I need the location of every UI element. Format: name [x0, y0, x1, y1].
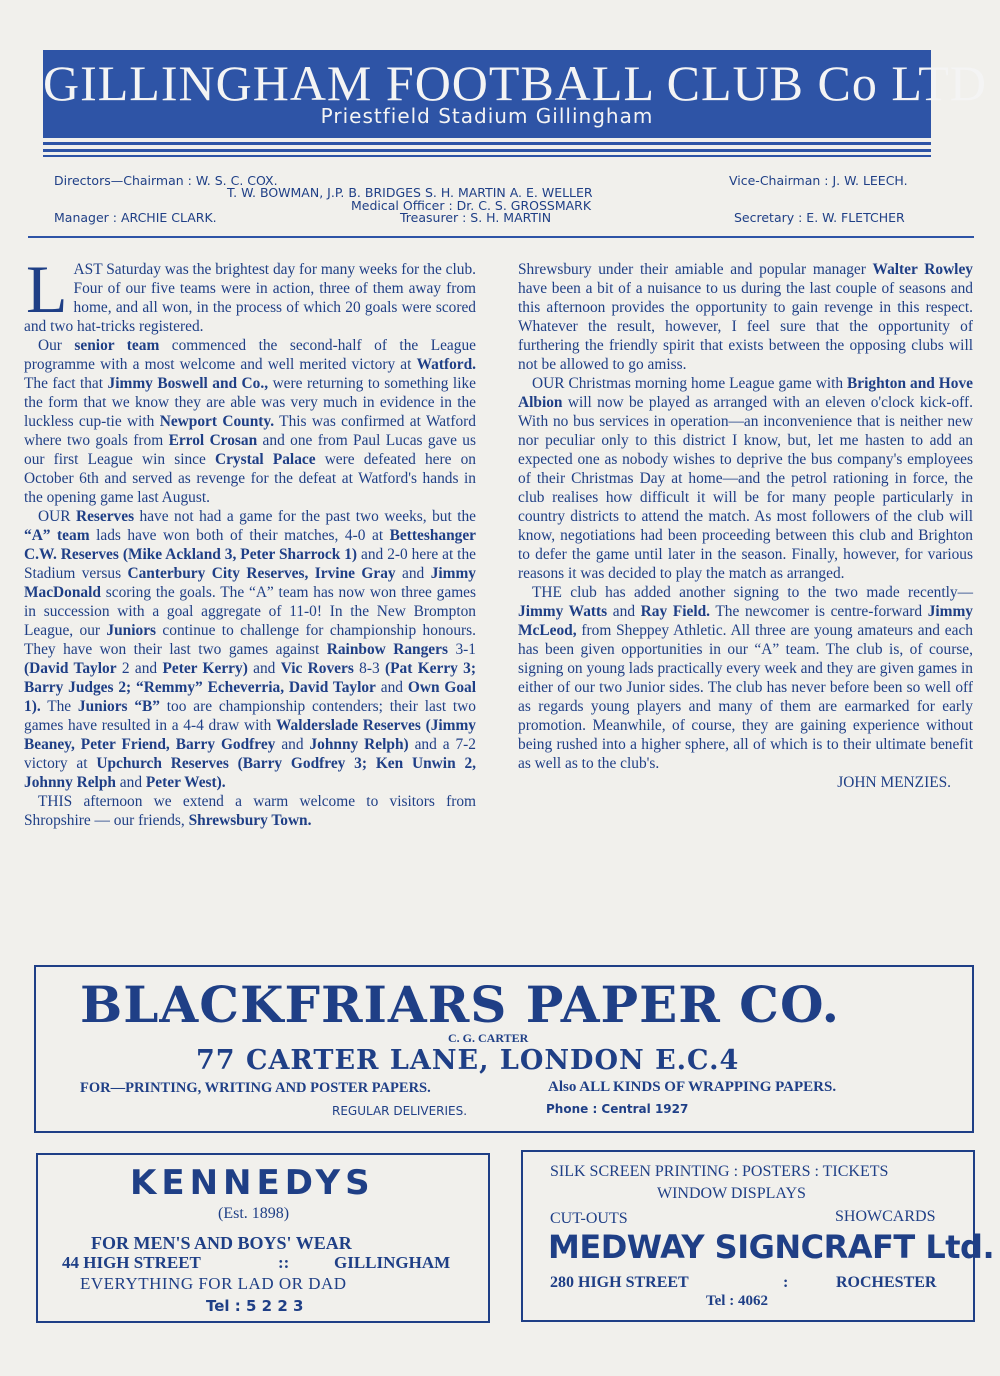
- text-run: 2 and: [116, 660, 163, 677]
- text-run: were defeated here on October 6th and served as revenge for the defeat at Watford's hands in the opening game last August.: [24, 451, 476, 506]
- article-paragraph: [518, 583, 973, 792]
- vice-chairman: Vice-Chairman : J. W. LEECH.: [729, 173, 908, 188]
- text-run: from Sheppey Athletic. All three are young amateurs and each has been given opportunities in our “A” team. The club is, of course, signing on young lads practically every week and they are given games in either of our two Junior sides. The club has never before been so well off as regards young players and many of them are earmarked for early promotion. Meanwhile, of course, they are gaining experience without being rushed into a higher sphere, all of which is to their ultimate benefit as well as to the club's.: [518, 622, 973, 772]
- text-run: Our: [38, 337, 75, 354]
- article-paragraph: [24, 507, 476, 792]
- article-paragraph: [518, 374, 973, 583]
- medical-officer: Medical Officer : Dr. C. S. GROSSMARK: [351, 198, 592, 213]
- text-run: THIS afternoon we extend a warm welcome to visitors from Shropshire — our friends,: [24, 793, 476, 829]
- text-run: too are championship contenders; their last two games have resulted in a 4-4 draw with: [24, 698, 476, 734]
- text-run: and 2-0 here at the Stadium versus: [24, 546, 476, 582]
- blackfriars-phone: Phone : Central 1927: [546, 1102, 689, 1116]
- text-run: and: [115, 774, 146, 791]
- kennedys-name: KENNEDYS: [130, 1163, 375, 1203]
- highlighted-name: (David Taylor: [24, 660, 117, 677]
- highlighted-name: Upchurch Reserves (Barry Godfrey 3; Ken Unwin 2, Johnny Relph: [24, 755, 476, 791]
- text-run: 8-3: [353, 660, 386, 677]
- blackfriars-deliveries: REGULAR DELIVERIES.: [332, 1104, 468, 1118]
- text-run: This was confirmed at Watford where two goals from: [24, 413, 477, 449]
- highlighted-name: senior team: [74, 337, 160, 354]
- text-run: and: [247, 660, 281, 677]
- highlighted-name: Peter West).: [145, 774, 226, 791]
- text-run: The newcomer is centre-forward: [710, 603, 928, 620]
- secretary: Secretary : E. W. FLETCHER: [734, 210, 905, 225]
- article-paragraph: [518, 260, 973, 374]
- header-rule-3: [43, 155, 931, 157]
- text-run: The: [40, 698, 78, 715]
- medway-services: SILK SCREEN PRINTING : POSTERS : TICKETS: [550, 1163, 889, 1180]
- article-column-right: [518, 260, 973, 792]
- highlighted-name: Ray Field.: [640, 603, 711, 620]
- blackfriars-name: BLACKFRIARS PAPER CO.: [80, 975, 841, 1034]
- highlighted-name: Newport County.: [159, 413, 275, 430]
- medway-street: 280 HIGH STREET: [550, 1274, 689, 1291]
- highlighted-name: Walter Rowley: [872, 261, 973, 278]
- text-run: THE club has added another signing to the two made recently—: [532, 584, 973, 601]
- highlighted-name: Vic Rovers: [280, 660, 354, 677]
- highlighted-name: Own Goal 1).: [24, 679, 477, 715]
- text-run: lads have won both of their matches, 4-0 at: [89, 527, 390, 544]
- highlighted-name: Crystal Palace: [214, 451, 316, 468]
- highlighted-name: Watford.: [416, 356, 476, 373]
- highlighted-name: Jimmy McLeod,: [518, 603, 973, 639]
- text-run: Shrewsbury under their amiable and popular manager: [518, 261, 873, 278]
- highlighted-name: Juniors: [106, 622, 157, 639]
- text-run: and: [395, 565, 431, 582]
- medway-window: WINDOW DISPLAYS: [657, 1185, 806, 1202]
- text-run: have been a bit of a nuisance to us during the last couple of seasons and this afternoon provides the opportunity to gain revenge in this respect. Whatever the result, however, I feel sure that the opportunity of furthering the friendly spirit that exists between the opposing clubs will not be allowed to go amiss.: [518, 280, 973, 373]
- kennedys-established: (Est. 1898): [218, 1205, 290, 1222]
- highlighted-name: Betteshanger C.W. Reserves (Mike Ackland 3, Peter Sharrock 1): [24, 527, 477, 563]
- highlighted-name: Canterbury City Reserves, Irvine Gray: [127, 565, 396, 582]
- highlighted-name: Walderslade Reserves (Jimmy Beaney, Peter Friend, Barry Godfrey: [24, 717, 476, 753]
- directors-chairman: Directors—Chairman : W. S. C. COX.: [54, 173, 278, 188]
- text-run: scoring the goals. The “A” team has now won three games in succession with a goal aggregate of 11-0! In the New Brompton League, our: [24, 584, 476, 639]
- text-run: and: [375, 679, 408, 696]
- text-run: and: [607, 603, 641, 620]
- header-rule-1: [43, 142, 931, 145]
- medway-cutouts: CUT-OUTS: [550, 1210, 628, 1227]
- article-paragraph: [24, 792, 476, 830]
- highlighted-name: Jimmy Boswell and Co.,: [107, 375, 269, 392]
- highlighted-name: Jimmy Watts: [518, 603, 608, 620]
- medway-town: ROCHESTER: [836, 1274, 937, 1291]
- blackfriars-proprietor: C. G. CARTER: [448, 1031, 529, 1045]
- kennedys-street: 44 HIGH STREET: [62, 1253, 201, 1272]
- kennedys-line3: EVERYTHING FOR LAD OR DAD: [80, 1274, 347, 1293]
- highlighted-name: (Pat Kerry 3; Barry Judges 2; “Remmy” Echeverria, David Taylor: [24, 660, 476, 696]
- kennedys-separator: ::: [278, 1253, 290, 1272]
- directors-names: T. W. BOWMAN, J.P. B. BRIDGES S. H. MARTIN A. E. WELLER: [227, 185, 593, 200]
- article-paragraph: [24, 336, 476, 507]
- text-run: and: [275, 736, 310, 753]
- text-run: will now be played as arranged with an eleven o'clock kick-off. With no bus services in operation—an inconvenience that is neither new nor peculiar only to this district I know, but, let me hasten to add an expected one as nobody wishes to deprive the bus company's employees of their Christmas Day at home—and the petrol rationing in force, the club realises how difficult it will be for many people particularly in country districts to attend the match. As most followers of the club will know, negotiations had been proceeding between this club and Brighton to defer the game until later in the season. Finally, however, for various reasons it was decided to play the match as arranged.: [518, 394, 973, 582]
- medway-separator: :: [783, 1274, 789, 1291]
- highlighted-name: Reserves: [75, 508, 135, 525]
- kennedys-tel: Tel : 5 2 2 3: [206, 1297, 304, 1315]
- author-signature: JOHN MENZIES.: [837, 774, 951, 791]
- highlighted-name: Rainbow Rangers: [326, 641, 448, 658]
- ad-blackfriars-paper: [34, 965, 974, 1133]
- text-run: OUR: [38, 508, 76, 525]
- medway-showcards: SHOWCARDS: [835, 1208, 936, 1225]
- highlighted-name: Brighton and Hove Albion: [518, 375, 974, 411]
- highlighted-name: Johnny Relph): [309, 736, 409, 753]
- article-paragraph: [24, 251, 476, 336]
- officials-rule: [28, 236, 974, 238]
- highlighted-name: Peter Kerry): [162, 660, 248, 677]
- text-run: and a 7-2 victory at: [24, 736, 476, 772]
- club-name: GILLINGHAM FOOTBALL CLUB Co LTD: [43, 55, 987, 111]
- medway-tel: Tel : 4062: [706, 1293, 768, 1309]
- text-run: were returning to something like the form that we know they are able was very much in evidence in the luckless cup-tie with: [24, 375, 476, 430]
- text-run: and one from Paul Lucas gave us our first League win since: [24, 432, 476, 468]
- header-banner: [43, 50, 987, 138]
- drop-cap: L: [26, 251, 68, 327]
- highlighted-name: Jimmy MacDonald: [24, 565, 476, 601]
- text-run: continue to challenge for championship honours. They have won their last two games against: [24, 622, 476, 658]
- text-run: have not had a game for the past two weeks, but the: [134, 508, 476, 525]
- kennedys-town: GILLINGHAM: [334, 1253, 451, 1272]
- highlighted-name: Shrewsbury Town.: [188, 812, 312, 829]
- highlighted-name: “A” team: [24, 527, 90, 544]
- text-run: 3-1: [447, 641, 476, 658]
- blackfriars-address: 77 CARTER LANE, LONDON E.C.4: [196, 1045, 740, 1076]
- medway-name: MEDWAY SIGNCRAFT Ltd.: [548, 1228, 995, 1266]
- text-run: OUR Christmas morning home League game with: [532, 375, 848, 392]
- stadium-name: Priestfield Stadium Gillingham: [320, 104, 654, 128]
- highlighted-name: Juniors “B”: [77, 698, 160, 715]
- blackfriars-also-line: Also ALL KINDS OF WRAPPING PAPERS.: [548, 1079, 837, 1095]
- treasurer: Treasurer : S. H. MARTIN: [400, 210, 552, 225]
- text-run: The fact that: [24, 375, 108, 392]
- ad-medway-signcraft: [521, 1150, 995, 1322]
- blackfriars-for-line: FOR—PRINTING, WRITING AND POSTER PAPERS.: [80, 1080, 431, 1096]
- kennedys-line1: FOR MEN'S AND BOYS' WEAR: [91, 1233, 352, 1253]
- article-column-left: [24, 251, 477, 830]
- header-rule-2: [43, 149, 931, 152]
- ad-kennedys: [36, 1153, 490, 1323]
- paragraph-text: AST Saturday was the brightest day for many weeks for the club. Four of our five teams were in action, three of them away from home, and all won, in the process of which 20 goals were scored and two hat-tricks registered.: [24, 261, 476, 335]
- text-run: commenced the second-half of the League programme with a most welcome and well merited victory at: [24, 337, 476, 373]
- manager: Manager : ARCHIE CLARK.: [54, 210, 217, 225]
- highlighted-name: Errol Crosan: [168, 432, 258, 449]
